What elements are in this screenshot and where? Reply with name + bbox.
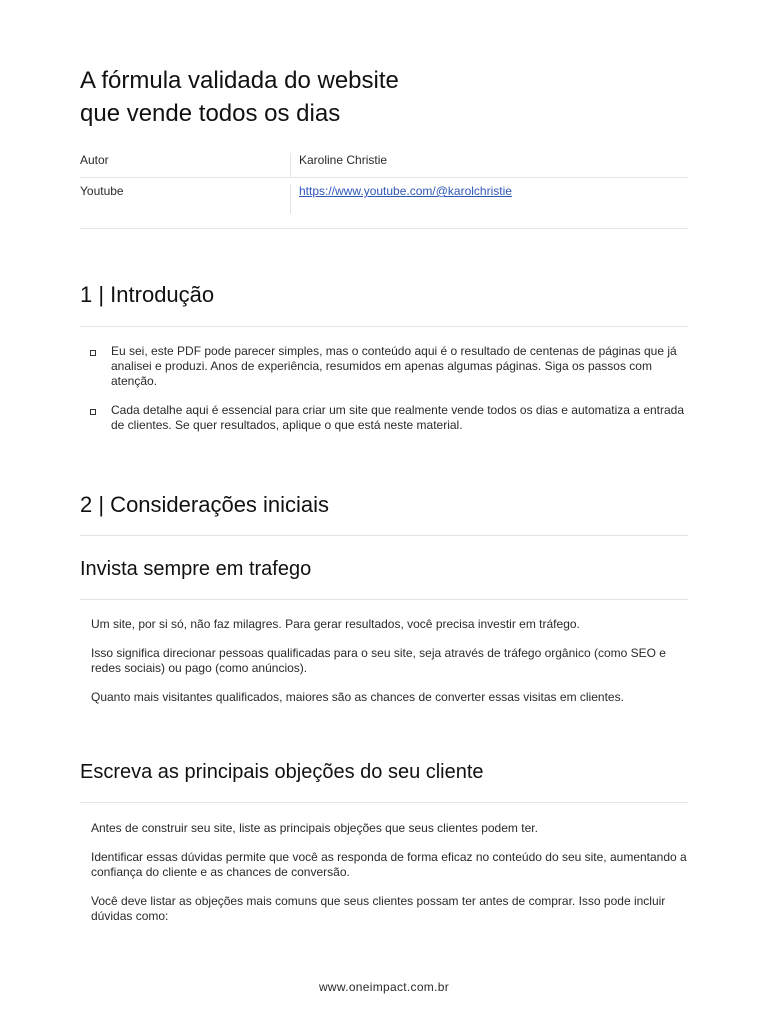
- list-item-text: Cada detalhe aqui é essencial para criar um site que realmente vende todos os dias e automatiza a entrada de clientes. Se quer resultados, aplique o que está neste material.: [111, 403, 685, 432]
- properties-table: [80, 146, 688, 229]
- square-bullet-icon: [90, 409, 96, 415]
- property-value-youtube: [291, 184, 512, 198]
- subheading-traffic: Invista sempre em trafego: [80, 558, 312, 580]
- traffic-paragraphs: [91, 617, 688, 719]
- paragraph: Identificar essas dúvidas permite que você as responda de forma eficaz no conteúdo do seu site, aumentando a confiança do cliente e as chances de conversão.: [91, 850, 687, 879]
- list-item: [90, 403, 688, 433]
- paragraph: Você deve listar as objeções mais comuns que seus clientes possam ter antes de comprar. Isso pode incluir dúvidas como:: [91, 894, 666, 923]
- paragraph: Isso significa direcionar pessoas qualificadas para o seu site, seja através de tráfego orgânico (como SEO e redes sociais) ou pago (como anúncios).: [91, 646, 666, 675]
- section-heading-intro: 1 | Introdução: [80, 282, 215, 307]
- property-key-youtube: Youtube: [80, 184, 291, 214]
- subsection-divider: [80, 802, 688, 803]
- document-title-line-2: que vende todos os dias: [80, 100, 341, 127]
- paragraph: Um site, por si só, não faz milagres. Para gerar resultados, você precisa investir em tráfego.: [91, 617, 580, 631]
- paragraph: Antes de construir seu site, liste as principais objeções que seus clientes podem ter.: [91, 821, 538, 835]
- subsection-divider: [80, 599, 688, 600]
- objections-paragraphs: [91, 821, 688, 938]
- section-divider: [80, 535, 688, 536]
- paragraph: Quanto mais visitantes qualificados, maiores são as chances de converter essas visitas em clientes.: [91, 690, 624, 704]
- property-row-author: [80, 146, 688, 177]
- property-value-author: Karoline Christie: [299, 153, 388, 167]
- section-heading-considerations: 2 | Considerações iniciais: [80, 492, 330, 517]
- subheading-objections: Escreva as principais objeções do seu cliente: [80, 761, 484, 783]
- youtube-link[interactable]: https://www.youtube.com/@karolchristie: [299, 184, 512, 198]
- property-key-author: Autor: [80, 153, 291, 177]
- intro-bullet-list: [90, 344, 688, 447]
- property-row-youtube: [80, 177, 688, 214]
- footer-url: www.oneimpact.com.br: [318, 980, 450, 994]
- list-item: [90, 344, 688, 389]
- square-bullet-icon: [90, 350, 96, 356]
- document-title: [80, 64, 688, 130]
- document-title-line-1: A fórmula validada do website: [80, 67, 399, 94]
- section-divider: [80, 326, 688, 327]
- list-item-text: Eu sei, este PDF pode parecer simples, mas o conteúdo aqui é o resultado de centenas de páginas que já analisei e produzi. Anos de experiência, resumidos em apenas algumas páginas. Siga os passos com atenção.: [111, 344, 677, 388]
